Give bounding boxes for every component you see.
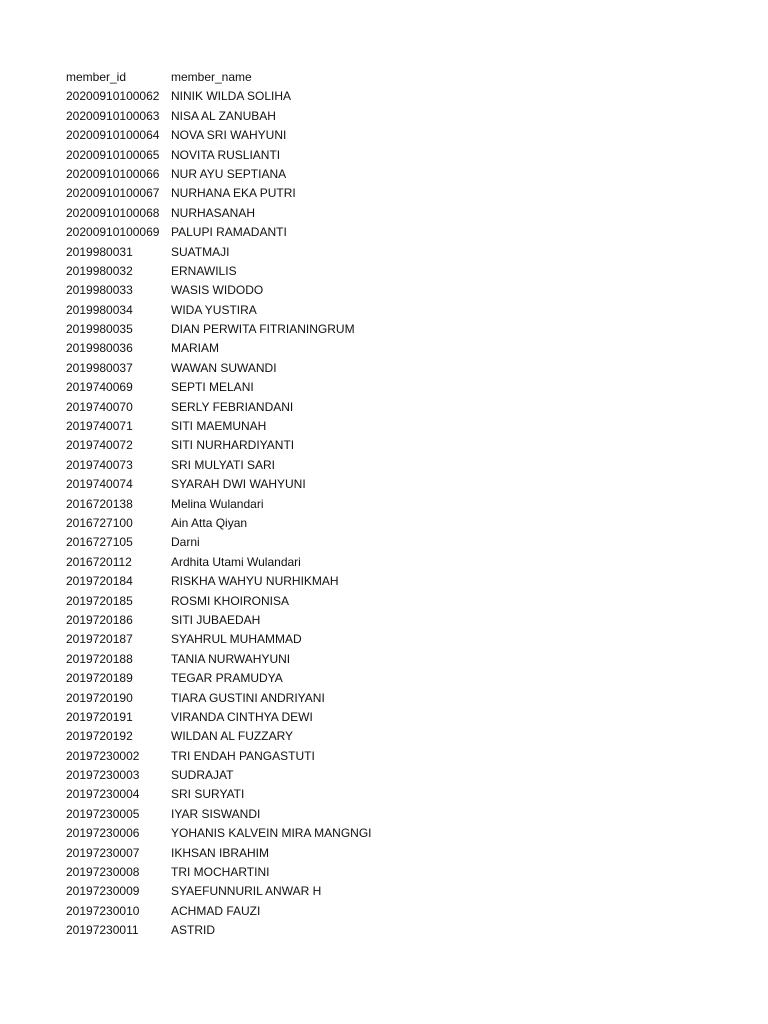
table-row: [66, 146, 371, 165]
member-id-cell: 2019740072: [66, 438, 133, 453]
table-row: [66, 223, 371, 242]
table-row: [66, 417, 371, 436]
table-header-row: [66, 68, 371, 87]
member-id-cell: 2016727100: [66, 515, 133, 530]
member-id-cell: 20200910100064: [66, 128, 160, 143]
member-name-cell: SUATMAJI: [171, 244, 230, 259]
member-id-cell: 2019720187: [66, 632, 133, 647]
table-row: [66, 262, 371, 281]
member-name-cell: PALUPI RAMADANTI: [171, 225, 287, 240]
member-name-cell: SYAHRUL MUHAMMAD: [171, 632, 302, 647]
member-id-cell: 20200910100065: [66, 147, 160, 162]
member-id-cell: 20200910100062: [66, 89, 160, 104]
member-name-cell: WILDAN AL FUZZARY: [171, 729, 294, 744]
member-id-cell: 2019980037: [66, 360, 133, 375]
table-row: [66, 436, 371, 455]
table-row: [66, 126, 371, 145]
member-id-cell: 2019720184: [66, 574, 133, 589]
member-id-cell: 2019740071: [66, 419, 133, 434]
table-row: [66, 630, 371, 649]
member-name-cell: YOHANIS KALVEIN MIRA MANGNGI: [171, 826, 372, 841]
member-id-cell: 20200910100068: [66, 205, 160, 220]
table-row: [66, 378, 371, 397]
table-row: [66, 320, 371, 339]
table-row: [66, 475, 371, 494]
table-row: [66, 611, 371, 630]
table-row: [66, 456, 371, 475]
member-name-cell: NUR AYU SEPTIANA: [171, 166, 287, 181]
table-row: [66, 921, 371, 940]
member-name-cell: SYARAH DWI WAHYUNI: [171, 477, 306, 492]
table-body: [66, 87, 371, 940]
member-id-cell: 2019980034: [66, 302, 133, 317]
member-id-cell: 20197230003: [66, 768, 140, 783]
member-name-cell: Ain Atta Qiyan: [171, 515, 248, 530]
member-name-cell: NURHASANAH: [171, 205, 256, 220]
member-name-cell: SITI MAEMUNAH: [171, 419, 267, 434]
table-row: [66, 572, 371, 591]
member-id-cell: 20197230011: [66, 923, 139, 938]
member-id-cell: 2019740073: [66, 457, 133, 472]
member-name-cell: TEGAR PRAMUDYA: [171, 671, 283, 686]
table-row: [66, 805, 371, 824]
table-row: [66, 339, 371, 358]
member-id-cell: 2019720188: [66, 651, 133, 666]
member-id-cell: 2019720192: [66, 729, 133, 744]
member-id-cell: 20200910100063: [66, 108, 160, 123]
table-row: [66, 592, 371, 611]
member-name-cell: SITI NURHARDIYANTI: [171, 438, 295, 453]
member-name-cell: Darni: [171, 535, 200, 550]
table-row: [66, 650, 371, 669]
member-id-cell: 2019740070: [66, 399, 133, 414]
member-name-cell: ACHMAD FAUZI: [171, 903, 261, 918]
table-row: [66, 727, 371, 746]
table-row: [66, 243, 371, 262]
member-name-cell: SRI SURYATI: [171, 787, 245, 802]
column-header-member-name: member_name: [171, 70, 252, 84]
table-row: [66, 669, 371, 688]
member-id-cell: 20197230004: [66, 787, 140, 802]
table-row: [66, 87, 371, 106]
table-row: [66, 184, 371, 203]
member-id-cell: 2019980032: [66, 263, 133, 278]
member-name-cell: SUDRAJAT: [171, 768, 234, 783]
table-row: [66, 533, 371, 552]
member-id-cell: 20197230009: [66, 884, 140, 899]
table-row: [66, 882, 371, 901]
table-row: [66, 553, 371, 572]
member-table: [66, 68, 371, 941]
member-name-cell: SEPTI MELANI: [171, 380, 254, 395]
table-row: [66, 359, 371, 378]
member-id-cell: 2019720191: [66, 709, 133, 724]
member-name-cell: SRI MULYATI SARI: [171, 457, 276, 472]
member-id-cell: 20200910100067: [66, 186, 160, 201]
member-name-cell: WASIS WIDODO: [171, 283, 264, 298]
member-id-cell: 2019720186: [66, 612, 133, 627]
table-row: [66, 863, 371, 882]
table-row: [66, 204, 371, 223]
member-id-cell: 2019980031: [66, 244, 133, 259]
member-id-cell: 20197230010: [66, 903, 140, 918]
member-name-cell: SERLY FEBRIANDANI: [171, 399, 294, 414]
member-name-cell: RISKHA WAHYU NURHIKMAH: [171, 574, 339, 589]
table-row: [66, 398, 371, 417]
member-name-cell: WIDA YUSTIRA: [171, 302, 257, 317]
member-name-cell: ERNAWILIS: [171, 263, 237, 278]
member-id-cell: 2019720190: [66, 690, 133, 705]
table-row: [66, 824, 371, 843]
member-name-cell: WAWAN SUWANDI: [171, 360, 277, 375]
member-name-cell: TIARA GUSTINI ANDRIYANI: [171, 690, 325, 705]
column-header-member-id: member_id: [66, 70, 127, 84]
member-name-cell: NOVA SRI WAHYUNI: [171, 128, 287, 143]
member-id-cell: 20197230007: [66, 845, 140, 860]
table-row: [66, 902, 371, 921]
member-id-cell: 2016720112: [66, 554, 132, 569]
member-id-cell: 2016727105: [66, 535, 133, 550]
member-id-cell: 20197230002: [66, 748, 140, 763]
member-name-cell: ROSMI KHOIRONISA: [171, 593, 290, 608]
member-id-cell: 2019980036: [66, 341, 133, 356]
member-name-cell: IKHSAN IBRAHIM: [171, 845, 270, 860]
member-id-cell: 2019740074: [66, 477, 133, 492]
table-row: [66, 747, 371, 766]
member-id-cell: 20197230008: [66, 865, 140, 880]
member-name-cell: DIAN PERWITA FITRIANINGRUM: [171, 322, 355, 337]
member-name-cell: NISA AL ZANUBAH: [171, 108, 276, 123]
member-id-cell: 20197230005: [66, 806, 140, 821]
table-row: [66, 281, 371, 300]
member-name-cell: NINIK WILDA SOLIHA: [171, 89, 292, 104]
table-row: [66, 514, 371, 533]
member-name-cell: MARIAM: [171, 341, 219, 356]
table-row: [66, 766, 371, 785]
table-row: [66, 708, 371, 727]
member-name-cell: IYAR SISWANDI: [171, 806, 261, 821]
member-name-cell: Melina Wulandari: [171, 496, 264, 511]
member-name-cell: NOVITA RUSLIANTI: [171, 147, 281, 162]
member-name-cell: SYAEFUNNURIL ANWAR H: [171, 884, 322, 899]
member-name-cell: NURHANA EKA PUTRI: [171, 186, 296, 201]
member-id-cell: 2019720185: [66, 593, 133, 608]
member-name-cell: Ardhita Utami Wulandari: [171, 554, 301, 569]
member-id-cell: 2019980033: [66, 283, 133, 298]
member-id-cell: 2019980035: [66, 322, 133, 337]
member-id-cell: 2016720138: [66, 496, 133, 511]
member-name-cell: ASTRID: [171, 923, 216, 938]
member-name-cell: VIRANDA CINTHYA DEWI: [171, 709, 313, 724]
table-row: [66, 495, 371, 514]
table-row: [66, 689, 371, 708]
member-id-cell: 2019740069: [66, 380, 133, 395]
member-id-cell: 2019720189: [66, 671, 133, 686]
member-name-cell: TRI ENDAH PANGASTUTI: [171, 748, 315, 763]
table-row: [66, 301, 371, 320]
table-row: [66, 844, 371, 863]
table-row: [66, 107, 371, 126]
member-id-cell: 20197230006: [66, 826, 140, 841]
table-row: [66, 785, 371, 804]
table-row: [66, 165, 371, 184]
member-name-cell: SITI JUBAEDAH: [171, 612, 261, 627]
member-name-cell: TANIA NURWAHYUNI: [171, 651, 291, 666]
member-id-cell: 20200910100066: [66, 166, 160, 181]
member-id-cell: 20200910100069: [66, 225, 160, 240]
member-name-cell: TRI MOCHARTINI: [171, 865, 270, 880]
